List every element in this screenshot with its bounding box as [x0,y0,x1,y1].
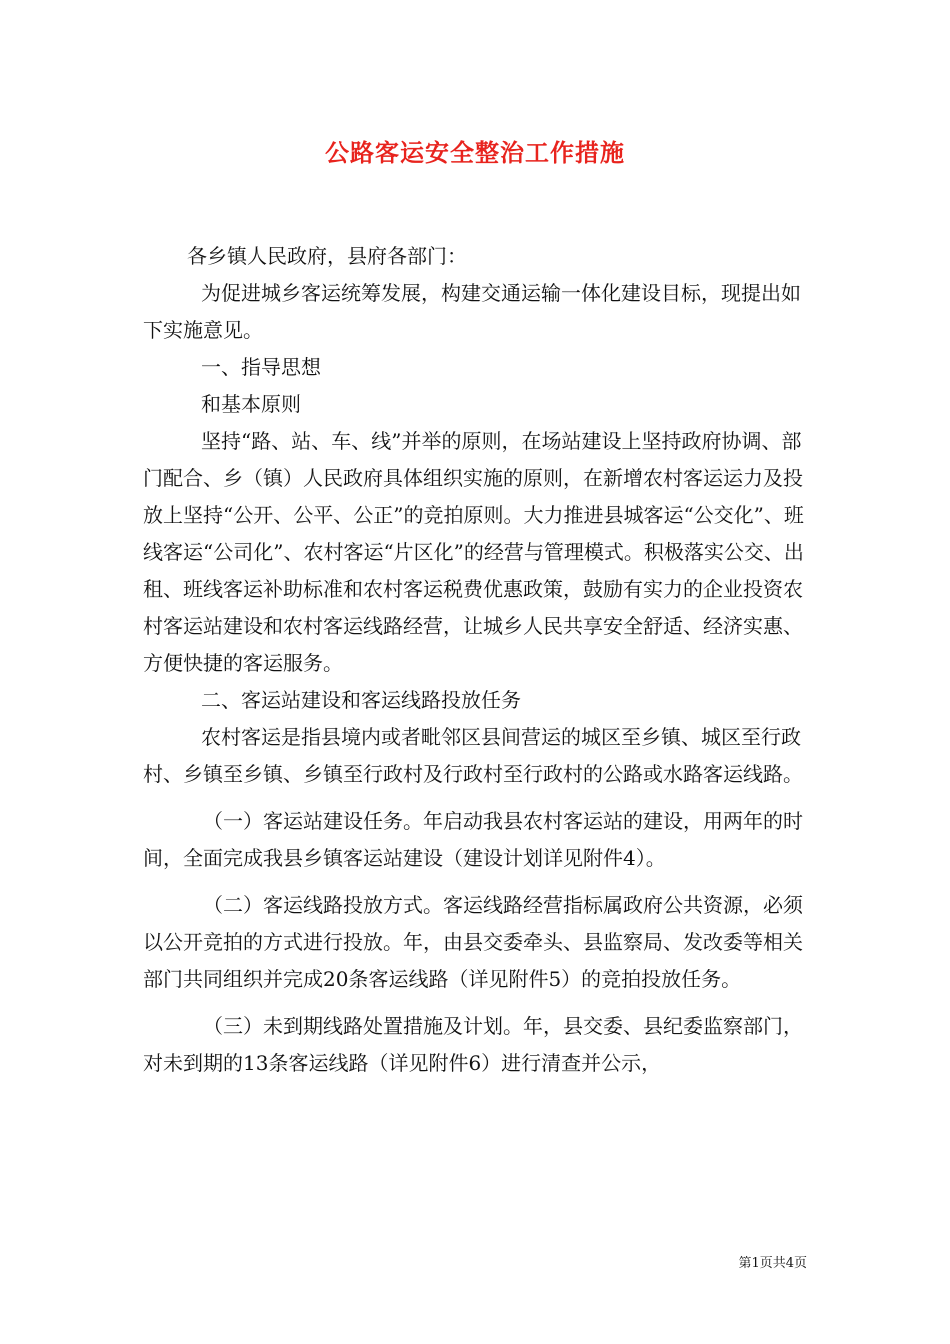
definition-paragraph: 农村客运是指县境内或者毗邻区县间营运的城区至乡镇、城区至行政村、乡镇至乡镇、乡镇至行政村及行政村至行政村的公路或水路客运线路。 [143,725,803,786]
item-3-paragraph: （三）未到期线路处置措施及计划。年，县交委、县纪委监察部门，对未到期的13条客运线路（详见附件6）进行清查并公示， [143,1014,803,1075]
document-body [143,238,808,1082]
intro-paragraph: 为促进城乡客运统筹发展，构建交通运输一体化建设目标，现提出如下实施意见。 [143,281,801,342]
salutation: 各乡镇人民政府，县府各部门： [187,244,467,268]
section-heading-1: 一、指导思想 [201,355,321,379]
page-number: 第1页共4页 [738,1256,807,1271]
section-heading-2: 二、客运站建设和客运线路投放任务 [201,688,521,712]
section-heading-1-cont: 和基本原则 [201,392,301,416]
principles-paragraph: 坚持“路、站、车、线”并举的原则，在场站建设上坚持政府协调、部门配合、乡（镇）人民政府具体组织实施的原则，在新增农村客运运力及投放上坚持“公开、公平、公正”的竞拍原则。大力推进县城客运“公交化”、班线客运“公司化”、农村客运“片区化”的经营与管理模式。积极落实公交、出租、班线客运补助标准和农村客运税费优惠政策，鼓励有实力的企业投资农村客运站建设和农村客运线路经营，让城乡人民共享安全舒适、经济实惠、方便快捷的客运服务。 [143,429,804,675]
item-1-paragraph: （一）客运站建设任务。年启动我县农村客运站的建设，用两年的时间，全面完成我县乡镇客运站建设（建设计划详见附件4）。 [143,809,803,870]
document-title: 公路客运安全整治工作措施 [325,138,625,167]
item-2-paragraph: （二）客运线路投放方式。客运线路经营指标属政府公共资源，必须以公开竞拍的方式进行投放。年，由县交委牵头、县监察局、发改委等相关部门共同组织并完成20条客运线路（详见附件5）的竞拍投放任务。 [143,893,803,991]
